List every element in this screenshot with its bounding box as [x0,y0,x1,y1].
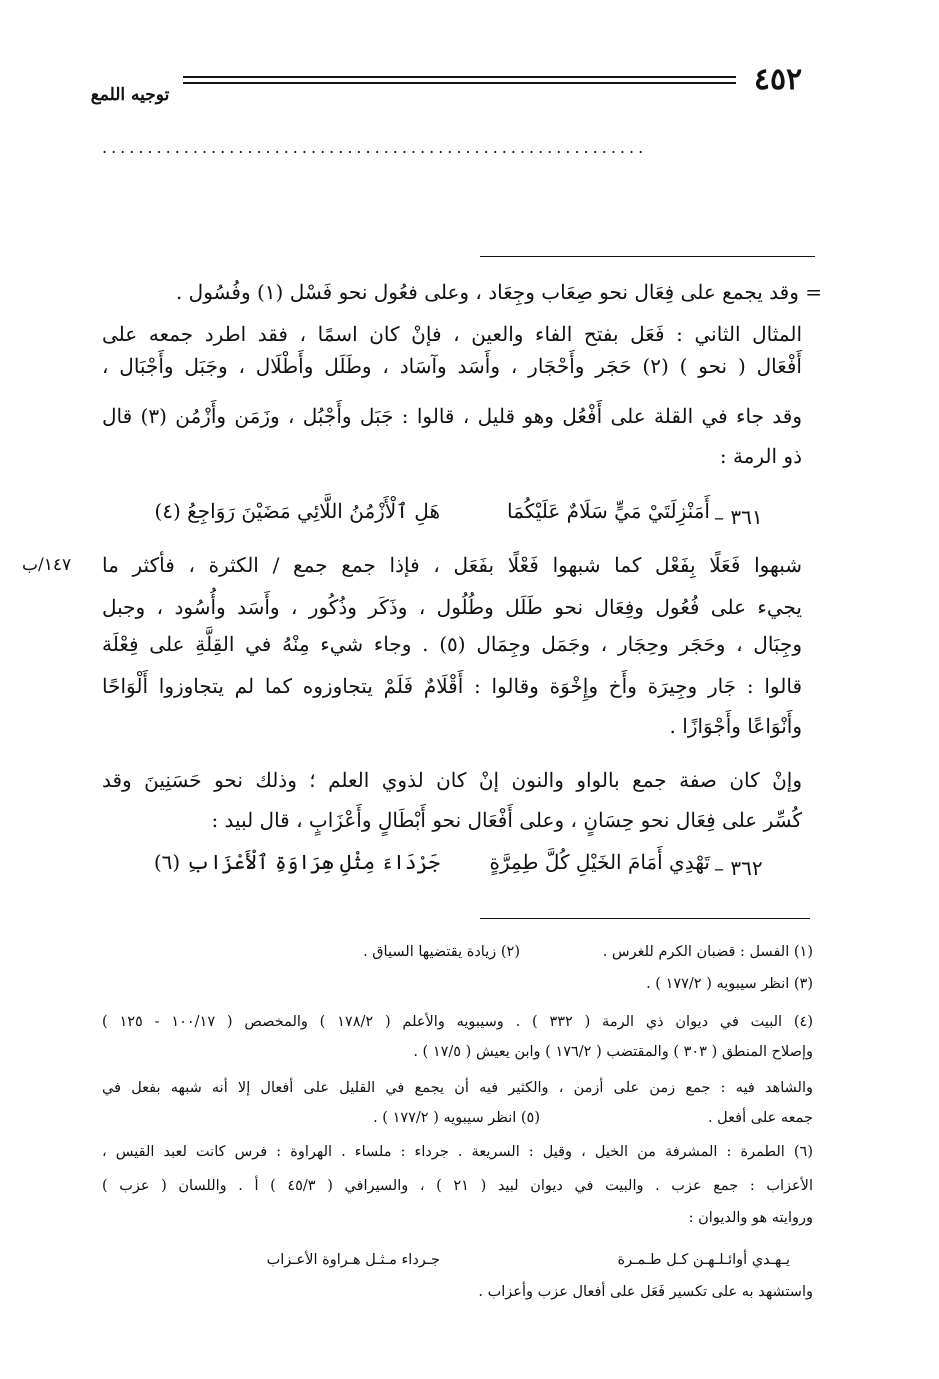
footnote-rule [480,918,810,919]
running-title: توجيه اللمع [90,85,170,105]
footnote-5: (٥) انظر سيبويه ( ١٧٧/٢ ) . [373,1110,540,1126]
footnote-2: (٢) زيادة يقتضيها السياق . [363,944,520,960]
body-line: = وقد يجمع على فِعَال نحو صِعَاب وجِعَاد ، وعلى فعُول نحو فَسْل (١) وفُسُول . [175,280,822,304]
margin-folio-note: ١٤٧/ب [22,555,72,575]
body-line: وأَنْوَاعًا وأَجْوَازًا . [669,714,802,738]
footnote-3: (٣) انظر سيبويه ( ١٧٧/٢ ) . [646,976,813,992]
verse-hemistich-second: هَلِ ٱلْأَزْمُنُ اللَّائِي مَضَيْنَ رَوَاجِعُ (٤) [154,499,440,523]
body-line: قالوا : جَار وجِيرَة وأَخ وإِخْوَة وقالوا : أَقْلَامٌ فَلَمْ يتجاوزوه كما لم يتجاوزوا أَلْوَاحًا [102,674,802,698]
footnote-1: (١) الفسل : قضبان الكرم للغرس . [602,944,813,960]
footnote-6-line: الأعزاب : جمع عزب . والبيت في ديوان لبيد ( ٢١ ) ، والسيرافي ( ٤٥/٣ ) أ . واللسان ( عزب ) [102,1178,813,1194]
footnote-6-last: واستشهد به على تكسير فَعَل على أفعال عزب وأعزاب . [478,1284,813,1300]
verse-hemistich-first: تَهْدِي أَمَامَ الخَيْلِ كُلَّ طِمِرَّةٍ [489,850,710,874]
verse-hemistich-second: جَرْدَاءَ مِثْلِ هِرَاوَةِ ٱلْأَعْزَابِ (٦) [153,850,440,874]
body-line: كُسِّر على فِعَال نحو حِسَانٍ ، وعلى أَفْعَال نحو أَبْطَالٍ وأَعْزَابٍ ، قال لبيد : [211,808,802,832]
footnote-4-line: وإصلاح المنطق ( ٣٠٣ ) والمقتضب ( ١٧٦/٢ ) وابن يعيش ( ١٧/٥ ) . [413,1044,813,1060]
verse-number: ٣٦١ – [714,505,763,529]
footnote-4-line: والشاهد فيه : جمع زمن على أزمن ، والكثير فيه أن يجمع في القليل على أفعال إلا أنه شبهه بفعل في [102,1080,813,1096]
body-line: المثال الثاني : فَعَل بفتح الفاء والعين ، فإنْ كان اسمًا ، فقد اطرد جمعه على [102,322,802,346]
body-line: أَفْعَال ( نحو ) (٢) حَجَر وأَحْجَار ، وأَسَد وآسَاد ، وطَلَل وأَطْلَال ، وجَبَل وأَجْبَال ، [102,354,802,378]
section-rule [480,256,815,257]
body-line: وجِبَال ، وحَجَر وحِجَار ، وجَمَل وجِمَال (٥) . وجاء شيء مِنْهُ في القِلَّةِ على فِعْلَة [102,632,802,656]
page-number: ٤٥٢ [753,62,803,97]
footnote-6-line: (٦) الطمرة : المشرفة من الخيل ، وقيل : السريعة . جرداء : ملساء . الهراوة : فرس كانت لعبد القيس ، [102,1144,813,1160]
body-line: وإنْ كان صفة جمع بالواو والنون إنْ كان لذوي العلم ؛ وذلك نحو حَسَنِينَ وقد [102,768,802,792]
verse-hemistich-first: أَمَنْزِلَتَيْ مَيٍّ سَلَامٌ عَلَيْكُمَا [507,499,710,523]
verse-number: ٣٦٢ – [714,856,763,880]
body-line: شبهوا فَعَلًا بِفَعْل كما شبهوا فَعْلًا بفَعَل ، فإذا جمع جمع / الكثرة ، فأكثر ما [102,553,802,577]
body-line: يجيء على فُعُول وفِعَال نحو طَلَل وطُلُول ، وذَكَر وذُكُور ، وأَسَد وأُسُود ، وجبل [102,595,802,619]
footnote-6-line: وروايته هو والديوان : [688,1210,813,1226]
footnote-4-line: (٤) البيت في ديوان ذي الرمة ( ٣٣٢ ) . وسيبويه والأعلم ( ١٧٨/٢ ) والمخصص ( ١٠٠/١٧ - ١٢٥ ) [102,1014,814,1030]
footnote-6-verse-second: جـرداء مـثـل هـراوة الأعـزاب [266,1252,440,1268]
body-line: ذو الرمة : [719,444,802,468]
header-double-rule [183,76,736,84]
footnote-6-verse-first: يـهـدي أوائـلـهـن كـل طـمـرة [617,1252,790,1268]
footnote-4-line: جمعه على أفعل . [707,1110,813,1126]
body-line: وقد جاء في القلة على أَفْعُل وهو قليل ، قالوا : جَبَل وأَجْبُل ، وزَمَن وأَزْمُن (٣) قال [102,404,802,428]
dot-leader: ............................................................ [102,138,648,157]
